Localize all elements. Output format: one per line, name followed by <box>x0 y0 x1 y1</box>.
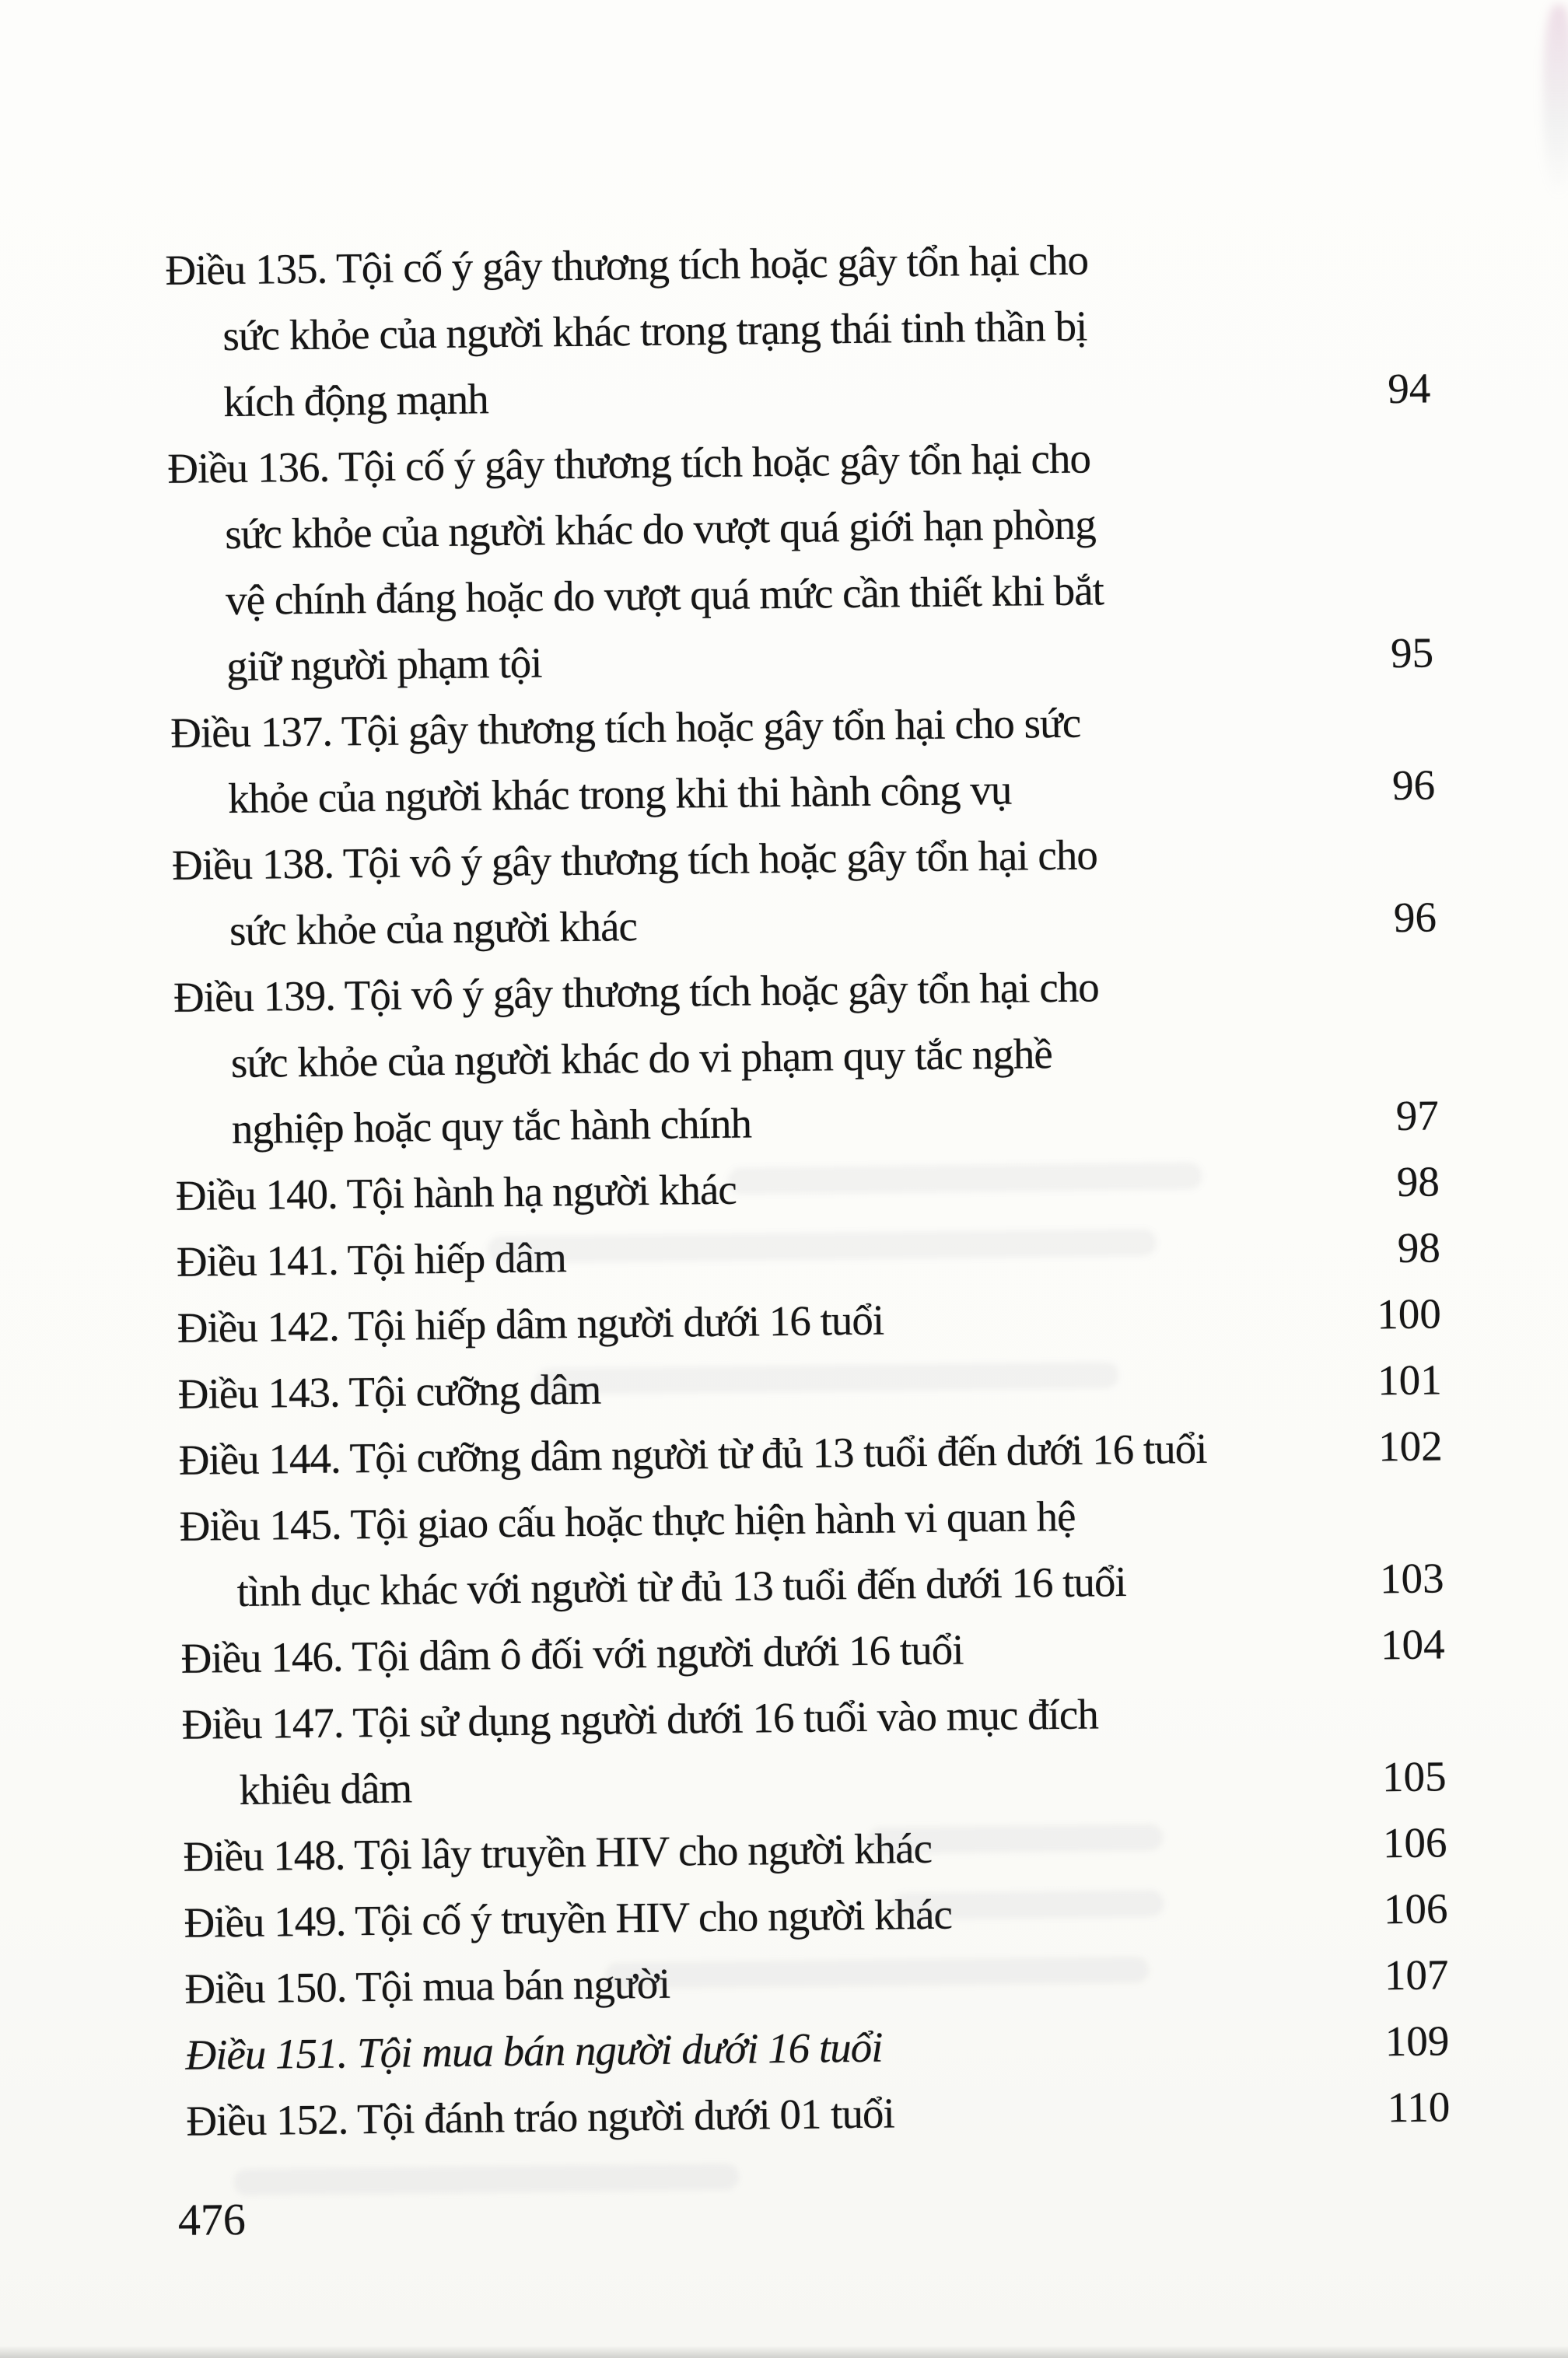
toc-line-text: giữ người phạm tội <box>226 638 542 691</box>
toc-line-text: Điều 152. Tội đánh tráo người dưới 01 tuổi <box>186 2089 895 2145</box>
toc-entry <box>172 817 1437 964</box>
toc-page-number: 106 <box>1382 1818 1447 1867</box>
toc-line-text: Điều 150. Tội mua bán người <box>184 1959 670 2013</box>
toc-line-text: Điều 137. Tội gây thương tích hoặc gây tổn hại cho sức <box>170 698 1081 757</box>
toc-page-number: 100 <box>1376 1289 1442 1338</box>
bleedthrough-artifact <box>891 1891 1164 1920</box>
page-corner-smudge <box>1543 5 1568 199</box>
toc-entry <box>181 1677 1447 1823</box>
scan-bottom-edge-shadow <box>0 2346 1568 2358</box>
toc-page-number: 107 <box>1384 1950 1449 1999</box>
toc-entry <box>186 2073 1451 2153</box>
toc-line-text: Điều 143. Tội cưỡng dâm <box>177 1365 601 1418</box>
toc-line-text: sức khỏe của người khác do vi phạm quy tắc nghề <box>230 1030 1053 1087</box>
toc-page-number: 95 <box>1390 628 1434 677</box>
toc-page-number: 98 <box>1397 1223 1441 1272</box>
toc-page-number: 97 <box>1395 1091 1440 1140</box>
toc-page-number: 96 <box>1393 893 1437 942</box>
toc-line-text: sức khỏe của người khác do vượt quá giới hạn phòng <box>224 500 1097 558</box>
toc-page-number: 109 <box>1384 2017 1450 2066</box>
toc-line-text: Điều 141. Tội hiếp dâm <box>176 1233 567 1286</box>
toc-page-number: 101 <box>1377 1356 1443 1405</box>
toc-line-text: Điều 148. Tội lây truyền HIV cho người khác <box>183 1824 933 1880</box>
toc-line <box>186 2073 1451 2153</box>
toc-page-number: 105 <box>1381 1752 1447 1801</box>
toc-page-number: 106 <box>1383 1884 1448 1933</box>
toc-line-text: vệ chính đáng hoặc do vượt quá mức cần thiết khi bắt <box>225 566 1104 624</box>
toc-line-text: Điều 146. Tội dâm ô đối với người dưới 16 tuổi <box>180 1625 964 1682</box>
bleedthrough-artifact <box>728 1163 1202 1195</box>
toc-line-text: Điều 139. Tội vô ý gây thương tích hoặc gây tổn hại cho <box>173 963 1100 1021</box>
toc-line-text: Điều 138. Tội vô ý gây thương tích hoặc gây tổn hại cho <box>171 831 1098 889</box>
toc-line-text: Điều 145. Tội giao cấu hoặc thực hiện hành vi quan hệ <box>179 1492 1076 1550</box>
toc-page-number: 110 <box>1387 2083 1451 2132</box>
toc-line-text: sức khỏe của người khác trong trạng thái tinh thần bị <box>222 302 1087 360</box>
toc-page-number: 103 <box>1379 1554 1444 1603</box>
toc-line-text: Điều 149. Tội cố ý truyền HIV cho người khác <box>184 1890 953 1947</box>
toc-page-number: 96 <box>1391 761 1436 810</box>
toc-line-text: tình dục khác với người từ đủ 13 tuổi đến dưới 16 tuổi <box>236 1558 1127 1615</box>
toc-line-text: Điều 151. Tội mua bán người dưới 16 tuổi <box>185 2023 883 2079</box>
toc-line-text: Điều 140. Tội hành hạ người khác <box>175 1165 737 1219</box>
toc-entry <box>167 421 1434 699</box>
toc-line-text: Điều 144. Tội cưỡng dâm người từ đủ 13 tuổi đến dưới 16 tuổi <box>178 1424 1207 1484</box>
toc-page-number: 104 <box>1380 1620 1445 1669</box>
toc-entry <box>179 1478 1444 1625</box>
toc-line-text: nghiệp hoặc quy tắc hành chính <box>231 1099 752 1153</box>
toc-line-text: Điều 136. Tội cố ý gây thương tích hoặc gây tổn hại cho <box>166 434 1091 492</box>
bleedthrough-artifact <box>867 1824 1163 1854</box>
toc-line-text: Điều 142. Tội hiếp dâm người dưới 16 tuổi <box>177 1296 884 1352</box>
page-folio-number: 476 <box>177 2193 247 2245</box>
toc-line-text: Điều 147. Tội sử dụng người dưới 16 tuổi vào mục đích <box>181 1690 1099 1748</box>
toc-line-text: sức khỏe của người khác <box>229 902 638 955</box>
toc-line-text: kích động mạnh <box>222 375 489 426</box>
toc-entry <box>170 685 1436 831</box>
toc-page-number: 98 <box>1396 1157 1440 1206</box>
toc-line-text: khỏe của người khác trong khi thi hành công vụ <box>227 765 1012 823</box>
toc-line-text: Điều 135. Tội cố ý gây thương tích hoặc gây tổn hại cho <box>165 236 1089 294</box>
toc-page-number: 102 <box>1377 1422 1444 1471</box>
toc-page-number: 94 <box>1387 364 1431 413</box>
bleedthrough-artifact <box>233 2164 739 2195</box>
toc-line-text: khiêu dâm <box>239 1764 412 1814</box>
toc-entry <box>165 222 1431 435</box>
toc-entry <box>173 950 1440 1162</box>
